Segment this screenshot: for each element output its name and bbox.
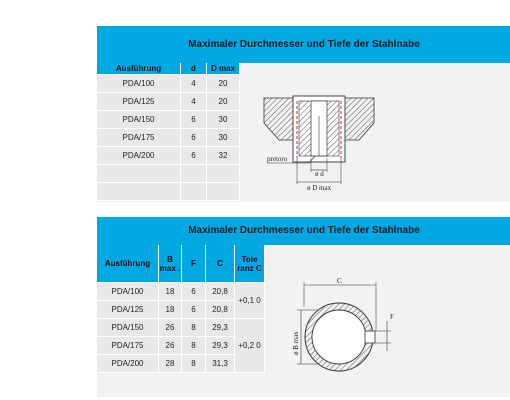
- table-row: [97, 147, 240, 165]
- cell-d: [181, 165, 207, 183]
- cell-dmax: [207, 183, 240, 201]
- cell-dmax: 20: [207, 75, 240, 93]
- cell-d: 6: [181, 147, 207, 165]
- col-header-f: F: [182, 245, 206, 283]
- label-d: ø d: [315, 170, 324, 178]
- cell-model: PDA/200: [97, 147, 181, 165]
- cell-toleranz: +0,2 0: [235, 319, 265, 373]
- cell-f: 6: [182, 283, 206, 301]
- cell-c: 20,8: [206, 301, 235, 319]
- cell-bmax: 18: [159, 283, 182, 301]
- ring-section-drawing: [279, 273, 409, 393]
- cell-c: 29,3: [206, 337, 235, 355]
- cell-d: 4: [181, 75, 207, 93]
- cell-d: 6: [181, 129, 207, 147]
- table-row: [97, 93, 240, 111]
- cell-d: [181, 183, 207, 201]
- table-row: [97, 111, 240, 129]
- cell-dmax: 30: [207, 111, 240, 129]
- cell-f: 6: [182, 301, 206, 319]
- hub-dimension-table: [97, 63, 240, 201]
- cell-f: 8: [182, 319, 206, 337]
- cell-model: PDA/100: [97, 283, 159, 301]
- label-pretoro: pretoro: [267, 155, 288, 163]
- table-row: [97, 183, 240, 201]
- cell-model: PDA/150: [97, 111, 181, 129]
- col-header-dmax: D max: [207, 63, 240, 75]
- col-header-ausfuehrung: Ausführung: [97, 245, 159, 283]
- cell-model: [97, 165, 181, 183]
- cell-model: PDA/200: [97, 355, 159, 373]
- cell-bmax: 28: [159, 355, 182, 373]
- cell-bmax: 18: [159, 301, 182, 319]
- label-f: F: [390, 313, 394, 321]
- cell-f: 8: [182, 337, 206, 355]
- cell-d: 4: [181, 93, 207, 111]
- cell-model: PDA/125: [97, 93, 181, 111]
- col-header-d: d: [181, 63, 207, 75]
- cell-c: 31,3: [206, 355, 235, 373]
- table-title: Maximaler Durchmesser und Tiefe der Stahlnabe: [97, 217, 510, 245]
- cell-c: 29,3: [206, 319, 235, 337]
- cell-model: PDA/175: [97, 337, 159, 355]
- col-header-c: C: [206, 245, 235, 283]
- hub-tolerance-table: [97, 245, 265, 373]
- label-bmax: ø B max: [292, 331, 300, 355]
- table-row: [97, 283, 265, 301]
- cell-model: PDA/175: [97, 129, 181, 147]
- table-row: [97, 319, 265, 337]
- label-dmax: ø D max: [307, 184, 332, 192]
- table-row: [97, 165, 240, 183]
- hub-section-drawing: [259, 88, 379, 198]
- cell-model: PDA/100: [97, 75, 181, 93]
- cell-model: PDA/150: [97, 319, 159, 337]
- cell-dmax: [207, 165, 240, 183]
- table-panel-hub-2: [97, 217, 510, 397]
- table-row: [97, 129, 240, 147]
- col-header-bmax: B max .: [159, 245, 182, 283]
- cell-bmax: 26: [159, 319, 182, 337]
- cell-model: PDA/125: [97, 301, 159, 319]
- cell-d: 6: [181, 111, 207, 129]
- cell-dmax: 32: [207, 147, 240, 165]
- cell-c: 20,8: [206, 283, 235, 301]
- cell-dmax: 20: [207, 93, 240, 111]
- cell-dmax: 30: [207, 129, 240, 147]
- cell-toleranz: +0,1 0: [235, 283, 265, 319]
- label-c: C: [337, 277, 342, 285]
- table-title: Maximaler Durchmesser und Tiefe der Stahlnabe: [97, 26, 510, 63]
- cell-model: [97, 183, 181, 201]
- col-header-ausfuehrung: Ausführung: [97, 63, 181, 75]
- cell-bmax: 26: [159, 337, 182, 355]
- table-panel-hub-1: [97, 26, 510, 202]
- cell-f: 8: [182, 355, 206, 373]
- table-row: [97, 75, 240, 93]
- col-header-toleranz: Tole ranz C: [235, 245, 265, 283]
